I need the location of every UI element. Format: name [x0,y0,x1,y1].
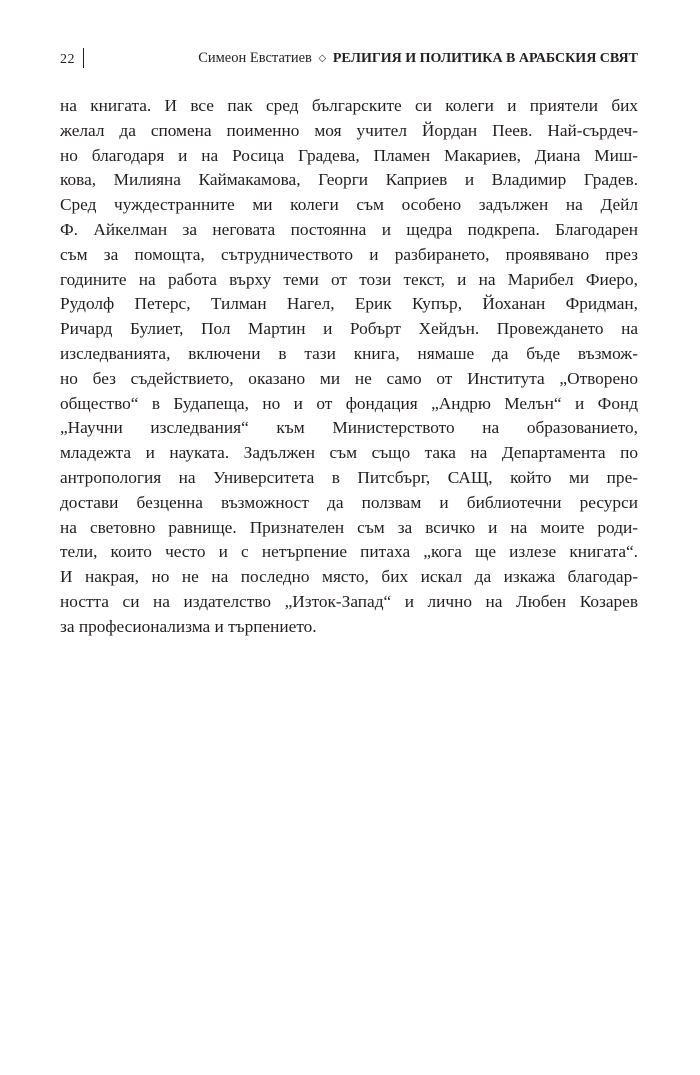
text-line: изследванията, включени в тази книга, нямаше да бъде възмож- [60,343,638,363]
author-name: Симеон Евстатиев [198,50,312,66]
text-line: ността си на издателство „Изток-Запад“ и лично на Любен Козарев [60,591,638,611]
body-paragraph [60,94,638,640]
text-line: общество“ в Будапеща, но и от фондация „Андрю Мелън“ и Фонд [60,393,638,413]
text-line: съм за помощта, сътрудничеството и разбирането, проявявано през [60,244,638,264]
header-divider [83,48,84,68]
text-line: антропология на Университета в Питсбърг, САЩ, който ми пре- [60,467,638,487]
text-line: но без съдействието, оказано ми не само от Института „Отворено [60,368,638,388]
text-line: на книгата. И все пак сред българските си колеги и приятели бих [60,96,638,115]
running-head [60,46,638,70]
text-line: достави безценна възможност да ползвам и библиотечни ресурси [60,492,638,512]
text-line: И накрая, но не на последно място, бих искал да изкажа благодар- [60,567,638,587]
text-line: младежта и науката. Задължен съм също така на Департамента по [60,443,638,463]
running-title [198,50,638,67]
text-line: на световно равнище. Признателен съм за всичко и на моите роди- [60,517,638,537]
text-line: Рудолф Петерс, Тилман Нагел, Ерик Купър, Йоханан Фридман, [60,294,638,314]
book-title: РЕЛИГИЯ И ПОЛИТИКА В АРАБСКИЯ СВЯТ [332,51,638,66]
page-number: 22 [60,52,75,67]
text-line: годините на работа върху теми от този текст, и на Марибел Фиеро, [60,269,638,289]
text-line: Ф. Айкелман за неговата постоянна и щедра подкрепа. Благодарен [60,219,638,239]
text-line: но благодаря и на Росица Градева, Пламен Макариев, Диана Миш- [60,145,638,165]
diamond-separator-icon: ◇ [318,53,327,64]
text-line: тели, които често и с нетърпение питаха „кога ще излезе книгата“. [60,542,638,562]
text-line: „Научни изследвания“ към Министерството на образованието, [60,418,638,438]
text-line: кова, Милияна Каймакамова, Георги Каприев и Владимир Градев. [60,170,638,190]
text-line-last: за професионализма и търпението. [60,616,317,636]
text-line: желал да спомена поименно моя учител Йордан Пеев. Най-сърдеч- [60,120,638,140]
text-line: Сред чуждестранните ми колеги съм особено задължен на Дейл [60,195,638,215]
text-line: Ричард Булиет, Пол Мартин и Робърт Хейдън. Провеждането на [60,319,638,339]
